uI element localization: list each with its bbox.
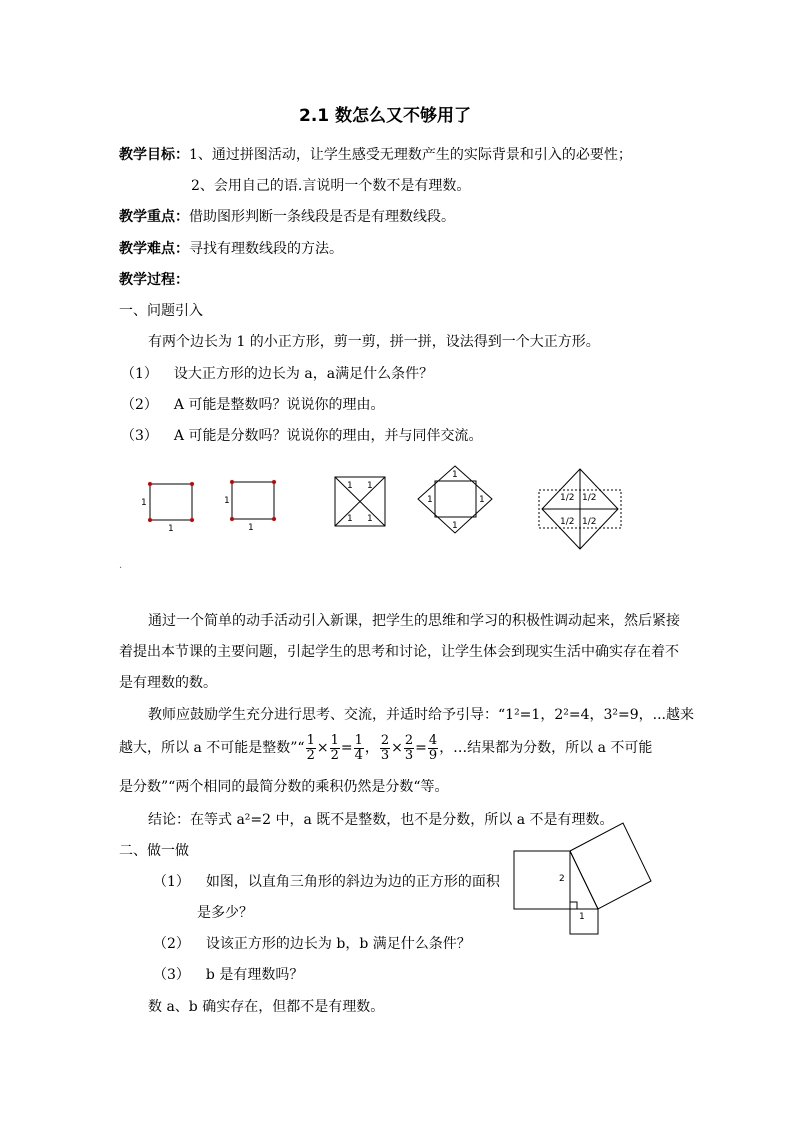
paragraph-2-line-2-start: 越大，所以 a 不可能是整数”“ [119, 740, 305, 756]
piece-label: 1 [367, 514, 373, 524]
side-label: 1 [579, 912, 585, 922]
vertex-dot [148, 482, 152, 486]
objectives-label: 教学目标： [119, 147, 189, 163]
times-sign: × [316, 740, 329, 756]
piece-label: 1/2 [582, 493, 597, 503]
square-on-hypotenuse [570, 823, 651, 909]
piece-label: 1/2 [582, 517, 597, 527]
do-question-1-text: 如图，以直角三角形的斜边为边的正方形的面积 [205, 874, 500, 890]
vertex-dot [230, 517, 234, 521]
fraction: $\frac{1}{2}$ [330, 732, 339, 763]
question-1-number: （1） [121, 366, 158, 382]
unit-square-1 [141, 482, 194, 534]
unit-square-2 [224, 480, 276, 533]
paragraph-2-line-2-end: ，…结果都为分数，所以 a 不可能 [439, 740, 653, 756]
key-point-text: 借助图形判断一条线段是否是有理数线段。 [189, 209, 455, 225]
piece-label: 1 [479, 495, 485, 505]
side-label: 2 [559, 874, 565, 884]
fraction: $\frac{1}{4}$ [354, 732, 363, 763]
question-3-text: A 可能是分数吗？说说你的理由，并与同伴交流。 [173, 428, 483, 444]
conclusion: 结论：在等式 a²=2 中，a 既不是整数，也不是分数，所以 a 不是有理数。 [148, 812, 614, 828]
equals-sign: = [415, 740, 427, 756]
fraction: $\frac{2}{3}$ [404, 732, 414, 763]
fraction: $\frac{4}{9}$ [428, 732, 438, 763]
difficulty [119, 239, 343, 259]
side-label: 1 [168, 524, 174, 534]
equals-sign: = [340, 740, 353, 756]
piece-label: 1 [347, 481, 353, 491]
paragraph-2-line-2 [119, 732, 652, 764]
difficulty-text: 寻找有理数线段的方法。 [189, 241, 343, 257]
times-sign: × [391, 740, 403, 756]
fraction: $\frac{1}{2}$ [306, 732, 315, 763]
piece-label: 1 [347, 514, 353, 524]
do-question-2 [153, 934, 471, 954]
do-question-3-text: b 是有理数吗？ [205, 967, 304, 983]
piece-label: 1 [452, 470, 458, 480]
do-question-3 [153, 965, 303, 985]
square-in-diamond [418, 466, 492, 533]
diagonal-cut-square [335, 477, 385, 526]
side-label: 1 [224, 496, 230, 506]
paragraph-1-line-1: 通过一个简单的动手活动引入新课，把学生的思维和学习的积极性调动起来，然后紧接 [148, 613, 680, 629]
objective-2: 2、会用自己的语.言说明一个数不是有理数。 [191, 178, 471, 194]
right-angle-mark [570, 902, 577, 909]
objective-1-text: 1、通过拼图活动，让学生感受无理数产生的实际背景和引入的必要性； [189, 147, 632, 163]
question-2 [121, 395, 384, 415]
vertex-dot [148, 518, 152, 522]
section2-heading: 二、做一做 [119, 843, 189, 859]
final-statement: 数 a、b 确实存在，但都不是有理数。 [148, 999, 385, 1015]
key-point-label: 教学重点： [119, 209, 189, 225]
vertex-dot [272, 480, 276, 484]
do-question-1-line-2: 是多少？ [197, 905, 253, 921]
paragraph-2-line-1: 教师应鼓励学生充分进行思考、交流，并适时给予引导：“1²=1，2²=4，3²=9，...越来 [148, 707, 694, 723]
question-1 [121, 364, 433, 384]
piece-label: 1/2 [560, 517, 575, 527]
question-2-text: A 可能是整数吗？说说你的理由。 [173, 397, 385, 413]
piece-label: 1 [452, 521, 458, 531]
comma: ， [364, 740, 379, 756]
question-3 [121, 426, 482, 446]
paragraph-2-line-3: 是分数”“两个相同的最简分数的乘积仍然是分数“等。 [119, 779, 449, 795]
paragraph-1-line-2: 着提出本节课的主要问题，引起学生的思考和讨论，让学生体会到现实生活中确实存在着不 [119, 644, 679, 660]
objective-1 [119, 145, 632, 165]
half-piece-diamond [539, 469, 621, 549]
stray-dot: . [119, 560, 123, 571]
process-label: 教学过程： [119, 272, 189, 288]
question-2-number: （2） [121, 397, 158, 413]
vertex-dot [272, 517, 276, 521]
key-point [119, 207, 455, 227]
do-question-1-number: （1） [153, 874, 190, 890]
section1-intro: 有两个边长为 1 的小正方形，剪一剪，拼一拼，设法得到一个大正方形。 [148, 334, 600, 350]
vertex-dot [190, 518, 194, 522]
paragraph-1-line-3: 是有理数的数。 [119, 675, 217, 691]
section1-heading: 一、问题引入 [119, 303, 203, 319]
question-3-number: （3） [121, 428, 158, 444]
page-title: 2.1 数怎么又不够用了 [299, 106, 472, 126]
do-question-2-text: 设该正方形的边长为 b，b 满足什么条件？ [205, 936, 471, 952]
question-1-text: 设大正方形的边长为 a，a满足什么条件？ [173, 366, 434, 382]
square-figures [130, 458, 650, 558]
vertex-dot [190, 482, 194, 486]
do-question-1-line-1 [153, 872, 500, 892]
piece-label: 1 [427, 495, 433, 505]
difficulty-label: 教学难点： [119, 241, 189, 257]
do-question-2-number: （2） [153, 936, 190, 952]
fraction: $\frac{2}{3}$ [380, 732, 390, 763]
piece-label: 1 [367, 481, 373, 491]
pythagorean-figure [505, 815, 675, 940]
piece-label: 1/2 [560, 493, 575, 503]
do-question-3-number: （3） [153, 967, 190, 983]
side-label: 1 [141, 498, 147, 508]
side-label: 1 [248, 523, 254, 533]
vertex-dot [230, 480, 234, 484]
